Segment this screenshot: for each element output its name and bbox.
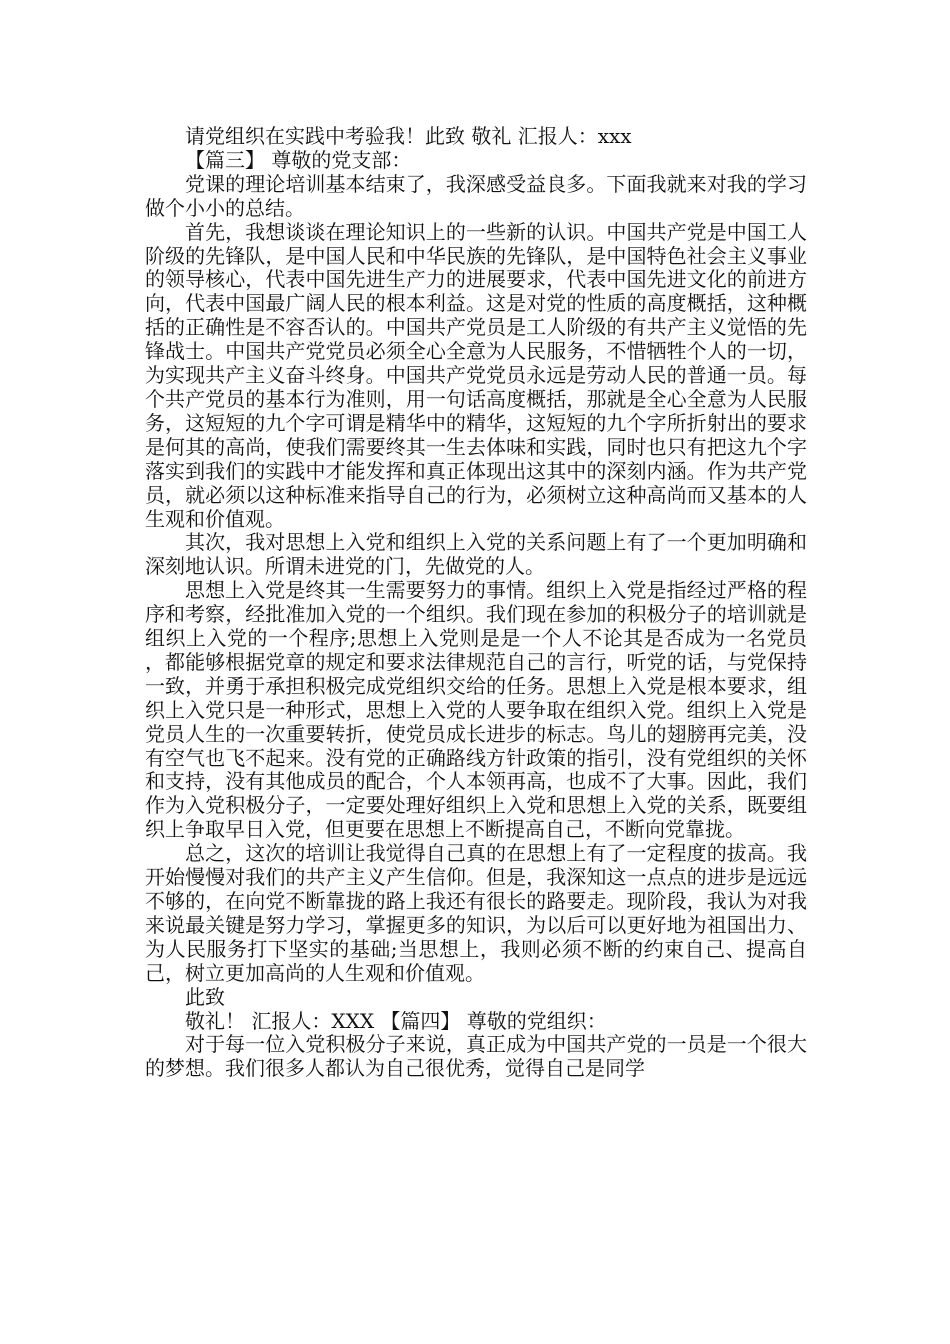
paragraph-intro: 党课的理论培训基本结束了，我深感受益良多。下面我就来对我的学习做个小小的总结。 (145, 171, 807, 220)
document-page (145, 125, 807, 1081)
paragraph-first-point: 首先，我想谈谈在理论知识上的一些新的认识。中国共产党是中国工人阶级的先锋队，是中国人民和中华民族的先锋队，是中国特色社会主义事业的领导核心，代表中国先进生产力的进展要求，代表中国先进文化的前进方向，代表中国最广阔人民的根本利益。这是对党的性质的高度概括，这种概括的正确性是不容否认的。中国共产党员是工人阶级的有共产主义觉悟的先锋战士。中国共产党党员必须全心全意为人民服务，不惜牺牲个人的一切，为实现共产主义奋斗终身。中国共产党党员永远是劳动人民的普通一员。每个共产党员的基本行为准则，用一句话高度概括，那就是全心全意为人民服务，这短短的九个字可谓是精华中的精华，这短短的九个字所折射出的要求是何其的高尚，使我们需要终其一生去体味和实践，同时也只有把这九个字落实到我们的实践中才能发挥和真正体现出这其中的深刻内涵。作为共产党员，就必须以这种标准来指导自己的行为，必须树立这种高尚而又基本的人生观和价值观。 (145, 219, 807, 531)
paragraph-signoff-section4: 敬礼！ 汇报人：XXX 【篇四】 尊敬的党组织： (185, 1008, 607, 1033)
paragraph-second-point: 其次，我对思想上入党和组织上入党的关系问题上有了一个更加明确和深刻地认识。所谓未进党的门，先做党的人。 (145, 530, 807, 579)
paragraph-section4-body: 对于每一位入党积极分子来说，真正成为中国共产党的一员是一个很大的梦想。我们很多人都认为自己很优秀，觉得自己是同学 (145, 1032, 807, 1081)
paragraph-ideological: 思想上入党是终其一生需要努力的事情。组织上入党是指经过严格的程序和考察，经批准加入党的一个组织。我们现在参加的积极分子的培训就是组织上入党的一个程序;思想上入党则是是一个人不论其是否成为一名党员，都能够根据党章的规定和要求法律规范自己的言行，听党的话，与党保持一致，并勇于承担积极完成党组织交给的任务。思想上入党是根本要求，组织上入党只是一种形式，思想上入党的人要争取在组织入党。组织上入党是党员人生的一次重要转折，使党员成长进步的标志。鸟儿的翅膀再完美，没有空气也飞不起来。没有党的正确路线方针政策的指引，没有党组织的关怀和支持，没有其他成员的配合，个人本领再高，也成不了大事。因此，我们作为入党积极分子，一定要处理好组织上入党和思想上入党的关系，既要组织上争取早日入党，但更要在思想上不断提高自己，不断向党靠拢。 (145, 578, 807, 842)
paragraph-section3-heading: 【篇三】 尊敬的党支部： (185, 147, 412, 172)
paragraph-closing: 请党组织在实践中考验我！此致 敬礼 汇报人：xxx (185, 124, 632, 148)
paragraph-salutation: 此致 (185, 984, 225, 1009)
paragraph-conclusion: 总之，这次的培训让我觉得自己真的在思想上有了一定程度的拔高。我开始慢慢对我们的共产主义产生信仰。但是，我深知这一点点的进步是远远不够的，在向党不断靠拢的路上我还有很长的路要走。现阶段，我认为对我来说最关键是努力学习，掌握更多的知识，为以后可以更好地为祖国出力、为人民服务打下坚实的基础;当思想上，我则必须不断的约束自己、提高自己，树立更加高尚的人生观和价值观。 (145, 841, 807, 985)
